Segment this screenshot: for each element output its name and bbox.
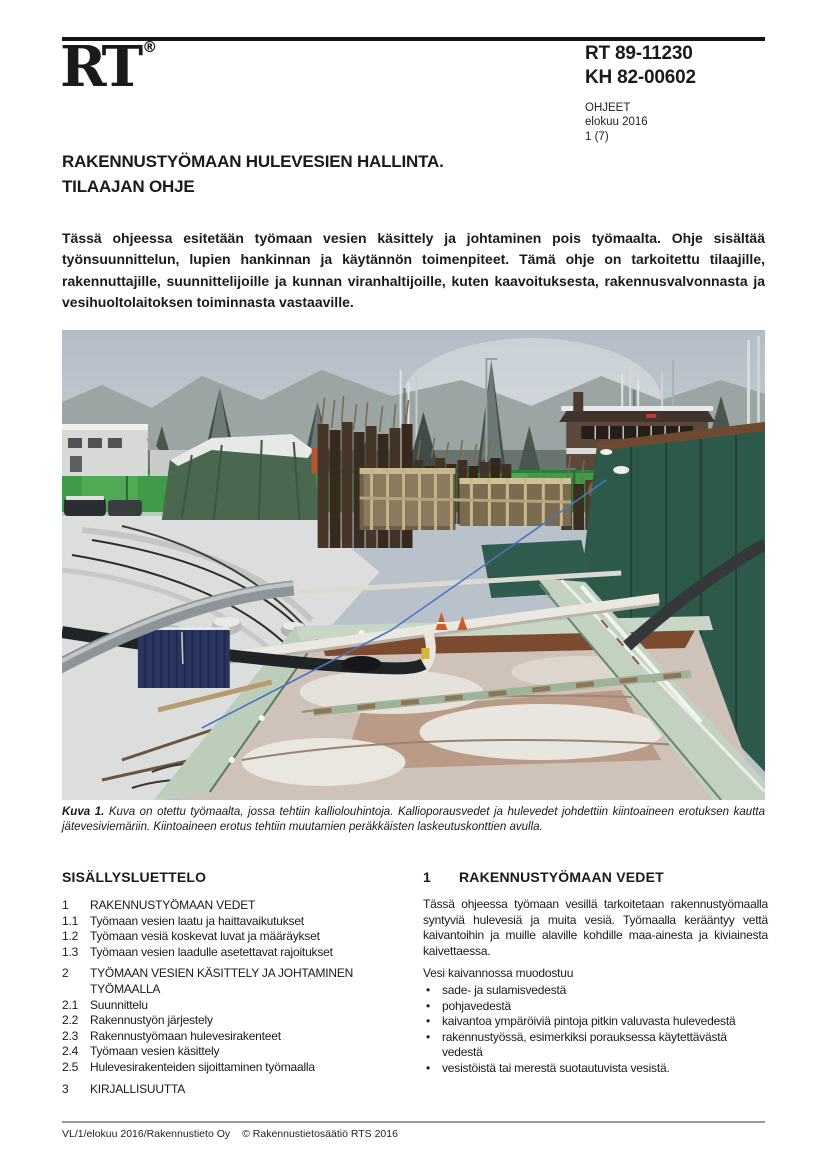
toc-item [62,945,394,961]
toc-item-label: Työmaan vesien laatu ja haittavaikutukset [90,913,304,928]
rt-logo-text: RT [60,34,140,100]
toc-column [62,869,394,1097]
section-paragraph: Tässä ohjeessa työmaan vesillä tarkoitetaan rakennustyömaalla syntyviä hulevesiä ja muita vesiä. Työmaalla kerääntyy vettä kaivantoihin ja muille alaville kohdille maa-ainesta ja kiviainesta kaivettaessa. [423,897,768,958]
intro-paragraph: Tässä ohjeessa esitetään työmaan vesien käsittely ja johtaminen pois työmaalta. Ohje sisältää työnsuunnittelun, lupien hankinnan ja käytännön toimenpiteet. Tämä ohje on tarkoitettu tilaajille, rakennuttajille, suunnittelijoille ja kunnan viranhaltijoille, kuten kaavoituksesta, rakennusvalvonnasta ja vesihuoltolaitoksen toiminnasta vastaaville. [62,230,765,311]
toc-heading: SISÄLLYSLUETTELO [62,869,207,885]
figure-caption-text: Kuva on otettu työmaalta, jossa tehtiin kalliolouhintoja. Kallioporausvedet ja hulevedet johdettiin kiintoaineen erotuksen kautta jätevesiviemäriin. Kiintoaineen erotus tehtiin muutamien peräkkäisten laskeutuskonttien avulla. [62,806,765,834]
page-title [62,150,444,199]
toc-item-label: TYÖMAAN VESIEN KÄSITTELY JA JOHTAMINEN TYÖMAALLA [90,966,354,996]
rt-logo [60,34,158,100]
toc-item [62,914,394,930]
toc-item-number: 1.1 [62,913,79,928]
toc-item-label: Hulevesirakenteiden sijoittaminen työmaalla [90,1059,315,1074]
toc-item-number: 2.3 [62,1028,79,1043]
toc-item-number: 2 [62,966,69,981]
figure-caption-label: Kuva 1. [62,806,105,818]
bullet-icon: • [426,1060,431,1075]
toc-item [62,1044,394,1060]
toc-item [62,1082,394,1098]
toc-item-number: 1 [62,898,69,912]
toc-item-label: Rakennustyömaan hulevesirakenteet [90,1028,281,1043]
toc-item [62,1029,394,1045]
code-rt: RT 89-11230 [585,43,693,64]
toc-item [62,966,394,997]
doc-date: elokuu 2016 [585,116,648,129]
bullet-list-intro: Vesi kaivannossa muodostuu [423,966,574,981]
title-line-1: RAKENNUSTYÖMAAN HULEVESIEN HALLINTA. [62,152,444,171]
list-item-text: vesistöistä tai merestä suotautuvista vesistä. [442,1060,670,1075]
list-item [423,983,768,999]
doc-type-label: OHJEET [585,102,631,114]
toc-list [62,898,394,1097]
toc-item-number: 3 [62,1081,69,1096]
bullet-icon: • [426,998,431,1013]
section-number: 1 [423,869,431,885]
toc-item-number: 1.2 [62,929,79,944]
footer-rule [62,1121,765,1123]
list-item [423,1014,768,1030]
document-codes [585,42,696,89]
toc-item-label: Työmaan vesien käsittely [90,1044,220,1059]
toc-item-label: KIRJALLISUUTTA [90,1081,185,1096]
toc-item-number: 2.4 [62,1044,79,1059]
list-item [423,999,768,1015]
toc-item-number: 1.3 [62,944,79,959]
section-heading-text: RAKENNUSTYÖMAAN VEDET [459,869,664,885]
toc-item-label: Suunnittelu [90,997,148,1012]
toc-item-number: 2.5 [62,1059,79,1074]
list-item-text: rakennustyössä, esimerkiksi porauksessa käytettävästä vedestä [442,1029,727,1060]
toc-item [62,898,394,914]
toc-item [62,1013,394,1029]
toc-item-label: Työmaan vesiä koskevat luvat ja määräykset [90,929,320,944]
list-item-text: kaivantoa ympäröiviä pintoja pitkin valuvasta hulevedestä [442,1014,736,1029]
document-meta [585,101,648,144]
toc-item-label: RAKENNUSTYÖMAAN VEDET [90,898,256,912]
toc-item-label: Rakennustyön järjestely [90,1013,213,1028]
figure-caption [62,805,765,835]
list-item [423,1061,768,1077]
toc-item [62,929,394,945]
construction-site-photo [62,330,765,800]
page-number: 1 (7) [585,130,609,143]
toc-item [62,1060,394,1076]
bullet-icon: • [426,1029,431,1044]
title-line-2: TILAAJAN OHJE [62,176,195,196]
section-heading [423,869,768,885]
code-kh: KH 82-00602 [585,66,696,88]
figure-1 [62,330,765,800]
toc-item-label: Työmaan vesien laadulle asetettavat rajoitukset [90,944,333,959]
toc-item [62,998,394,1014]
bullet-list [423,983,768,1077]
footer-edition: VL/1/elokuu 2016/Rakennustieto Oy [62,1128,231,1140]
bullet-icon: • [426,982,431,997]
footer-copyright: © Rakennustietosäätiö RTS 2016 [242,1128,398,1140]
section-column [423,869,768,1077]
footer [62,1128,765,1140]
list-item-text: pohjavedestä [442,998,511,1013]
list-item [423,1030,768,1061]
header-rule [62,37,765,41]
list-item-text: sade- ja sulamisvedestä [442,982,567,997]
bullet-icon: • [426,1014,431,1029]
toc-item-number: 2.2 [62,1013,79,1028]
registered-trademark-icon: ® [142,38,158,56]
toc-item-number: 2.1 [62,997,79,1012]
